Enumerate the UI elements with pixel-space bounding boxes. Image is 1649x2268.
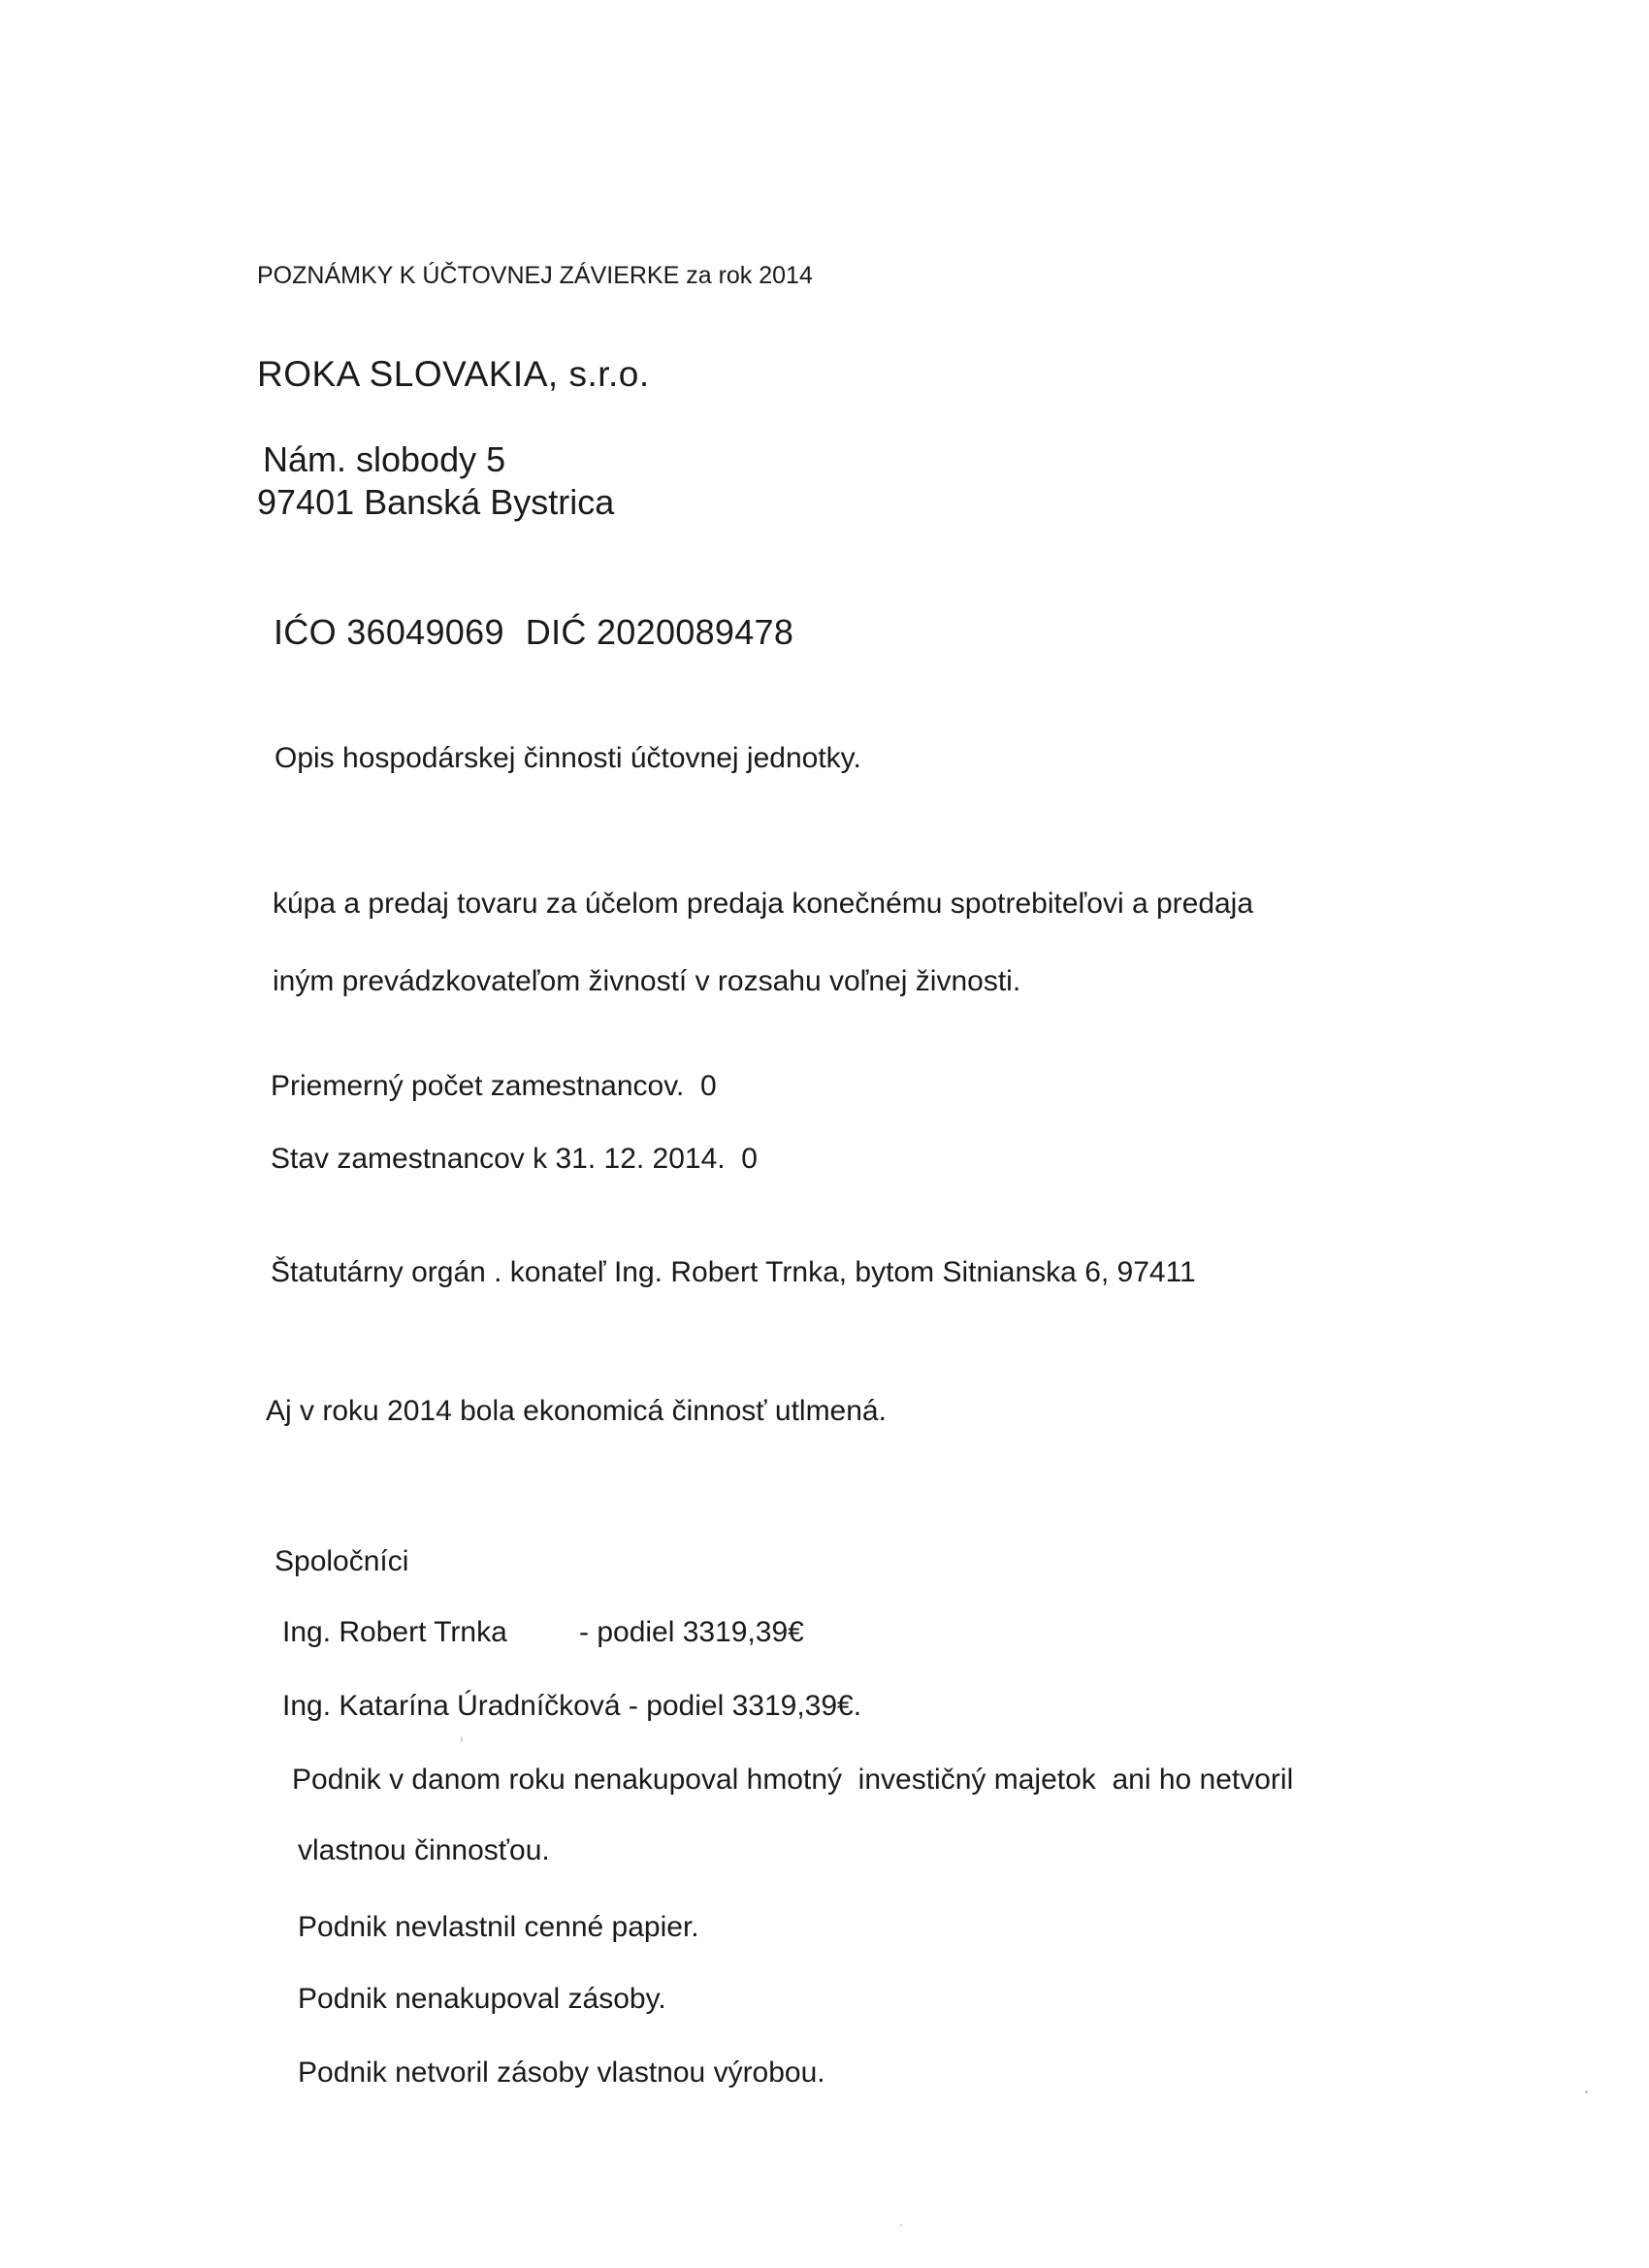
company-name: ROKA SLOVAKIA, s.r.o. [257,354,650,394]
activity-title: Opis hospodárskej činnosti účtovnej jednotky. [275,742,861,774]
partners-title: Spoločníci [275,1545,409,1577]
average-employees: Priemerný počet zamestnancov. 0 [271,1070,717,1102]
scan-speck [900,2224,902,2226]
dic-number: DIĆ 2020089478 [525,612,794,652]
economic-activity-note: Aj v roku 2014 bola ekonomicá činnosť utlmená. [266,1395,887,1427]
address-street: Nám. slobody 5 [263,439,506,479]
note-assets-line1: Podnik v danom roku nenakupoval hmotný investičný majetok ani ho netvoril [292,1764,1294,1796]
employees-state: Stav zamestnancov k 31. 12. 2014. 0 [271,1143,758,1175]
scan-speck [1585,2090,1588,2093]
company-ids [274,612,794,652]
note-assets-line2: vlastnou činnosťou. [298,1834,550,1866]
address-city: 97401 Banská Bystrica [257,482,615,522]
statutory-body: Štatutárny orgán . konateľ Ing. Robert Trnka, bytom Sitnianska 6, 97411 [271,1256,1196,1288]
partner1-share: - podiel 3319,39€ [579,1616,804,1648]
ico-number: IĆO 36049069 [274,612,504,652]
note-stock-purchase: Podnik nenakupoval zásoby. [298,1983,666,2015]
partner-row-2: Ing. Katarína Úradníčková - podiel 3319,39€. [282,1690,862,1722]
scan-speck [461,1736,463,1742]
note-securities: Podnik nevlastnil cenné papier. [298,1911,699,1943]
partner-row-1 [282,1618,804,1647]
document-heading: POZNÁMKY K ÚČTOVNEJ ZÁVIERKE za rok 2014 [257,262,813,289]
activity-description-line1: kúpa a predaj tovaru za účelom predaja konečnému spotrebiteľovi a predaja [273,888,1254,920]
note-stock-production: Podnik netvoril zásoby vlastnou výrobou. [298,2057,825,2089]
partner1-name: Ing. Robert Trnka [282,1616,507,1648]
activity-description-line2: iným prevádzkovateľom živností v rozsahu voľnej živnosti. [273,965,1021,997]
